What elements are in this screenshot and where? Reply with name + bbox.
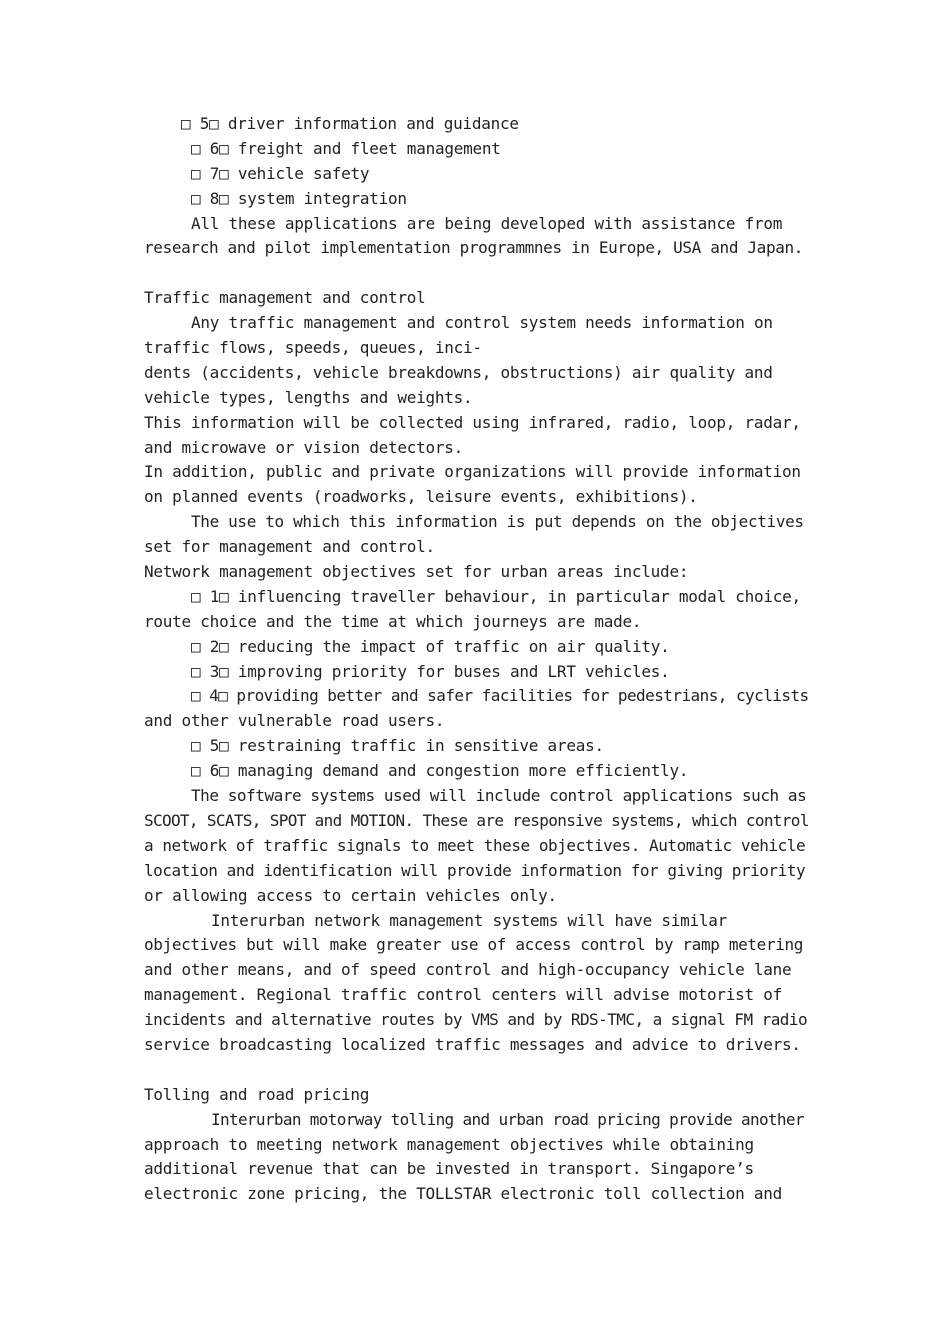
paragraph-line: service broadcasting localized traffic messages and advice to drivers. [144, 1034, 801, 1054]
paragraph-line: set for management and control. [144, 537, 435, 557]
list-item-continuation: route choice and the time at which journeys are made. [144, 611, 642, 631]
paragraph-line: additional revenue that can be invested in transport. Singapore’s [144, 1159, 754, 1179]
paragraph-line: vehicle types, lengths and weights. [144, 387, 473, 407]
document-body [144, 112, 809, 1207]
list-item-continuation: and other vulnerable road users. [144, 711, 445, 731]
list-item: □ 6□ freight and fleet management [191, 138, 501, 158]
paragraph-line: The software systems used will include control applications such as [191, 786, 807, 806]
list-item: □ 6□ managing demand and congestion more efficiently. [191, 761, 689, 781]
paragraph-line: and microwave or vision detectors. [144, 437, 464, 457]
paragraph-line: In addition, public and private organizations will provide information [144, 462, 801, 482]
spacer [144, 261, 809, 286]
section-heading-tolling: Tolling and road pricing [144, 1084, 370, 1104]
list-item: □ 2□ reducing the impact of traffic on air quality. [191, 636, 670, 656]
paragraph-line: research and pilot implementation programmnes in Europe, USA and Japan. [144, 238, 804, 258]
paragraph-line: objectives but will make greater use of access control by ramp metering [144, 935, 804, 955]
paragraph-line: on planned events (roadworks, leisure events, exhibitions). [144, 487, 698, 507]
list-item: □ 3□ improving priority for buses and LRT vehicles. [191, 661, 670, 681]
paragraph-line: Network management objectives set for urban areas include: [144, 562, 689, 582]
paragraph-line: dents (accidents, vehicle breakdowns, obstructions) air quality and [144, 362, 773, 382]
list-item: □ 5□ driver information and guidance [181, 114, 519, 133]
paragraph-line: Interurban network management systems will have similar [211, 910, 728, 930]
paragraph-line: traffic flows, speeds, queues, inci- [144, 338, 482, 358]
paragraph-line: Interurban motorway tolling and urban road pricing provide another [211, 1109, 804, 1129]
paragraph-line: SCOOT, SCATS, SPOT and MOTION. These are responsive systems, which control [144, 810, 809, 830]
list-item: □ 7□ vehicle safety [191, 163, 370, 183]
list-item: □ 4□ providing better and safer facilities for pedestrians, cyclists [191, 686, 809, 706]
spacer [144, 1058, 809, 1083]
section-heading-traffic: Traffic management and control [144, 288, 426, 308]
paragraph-line: management. Regional traffic control centers will advise motorist of [144, 985, 783, 1005]
list-item: □ 8□ system integration [191, 188, 407, 208]
paragraph-line: electronic zone pricing, the TOLLSTAR electronic toll collection and [144, 1184, 783, 1204]
paragraph-line: This information will be collected using infrared, radio, loop, radar, [144, 412, 801, 432]
paragraph-line: location and identification will provide information for giving priority [144, 860, 806, 880]
list-item: □ 5□ restraining traffic in sensitive areas. [191, 736, 604, 756]
paragraph-line: The use to which this information is put depends on the objectives [191, 512, 804, 532]
paragraph-line: a network of traffic signals to meet these objectives. Automatic vehicle [144, 835, 806, 855]
paragraph-line: and other means, and of speed control and high-occupancy vehicle lane [144, 960, 792, 980]
paragraph-line: or allowing access to certain vehicles only. [144, 885, 557, 905]
paragraph-line: Any traffic management and control system needs information on [191, 313, 773, 333]
paragraph-line: incidents and alternative routes by VMS and by RDS-TMC, a signal FM radio [144, 1010, 808, 1030]
paragraph-line: All these applications are being developed with assistance from [191, 213, 783, 233]
paragraph-line: approach to meeting network management objectives while obtaining [144, 1134, 754, 1154]
list-item: □ 1□ influencing traveller behaviour, in particular modal choice, [191, 586, 801, 606]
